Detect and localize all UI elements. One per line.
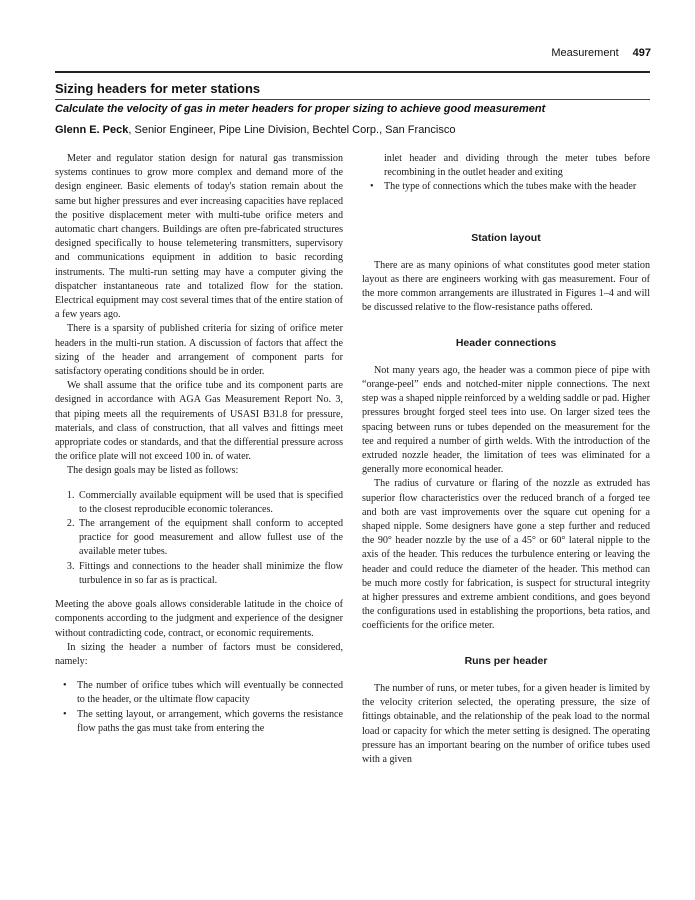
title-rule: [55, 99, 650, 100]
header-rule: [55, 71, 650, 73]
list-item: 3. Fittings and connections to the header shall minimize the flow turbulence in so far as is practical.: [77, 560, 343, 588]
bullet-glyph: •: [63, 708, 67, 720]
list-item-text: The type of connections which the tubes make with the header: [384, 181, 637, 193]
paragraph: There is a sparsity of published criteria for sizing of orifice meter headers in the multi-run station. A discussion of factors that affect the sizing of the header and arrangement of component parts for satisfactory operating conditions should be in order.: [55, 323, 343, 378]
factors-list: [55, 679, 343, 736]
running-head-section: Measurement: [551, 47, 619, 59]
paragraph: Meter and regulator station design for natural gas transmission systems continues to grow more complex and demand more of the design engineer. Basic elements of today's station remain about the same but higher pressures and ever increasing capacities have replaced the positive displacement meter with multi-tube orifice meters and automatic chart changers. Buildings are often pre-fabricated structures designed specifically to house telemetering transmitters, supervisory and communications equipment in addition to basic recording instruments. The multi-run setting may have a computer giving the dispatcher instantaneous rate and totalized flow for the station. Electrical equipment may cost several times that of the entire station of a few years ago.: [55, 153, 343, 321]
paragraph: Not many years ago, the header was a common piece of pipe with “orange-peel” ends and notched-miter nipple connections. The next step was a shaped nipple reinforced by a welding saddle or pad. Higher pressures brought forged steel tees into use. On larger sized tees the spacing between runs or tubes depended on the measurement for the tee and required a number of girth welds. With the introduction of the extruded nozzle header, the limitation of tees was eliminated for a generally more economical header.: [362, 364, 650, 476]
paragraph: We shall assume that the orifice tube and its component parts are designed in accordance with AGA Gas Measurement Report No. 3, that piping meets all the requirements of USASI B31.8 for pressure, materials, and class of construction, that all valves and fittings meet appropriate codes or standards, and that the differential pressure across the orifice plate will not exceed 100 in. of water.: [55, 380, 343, 463]
article-title: Sizing headers for meter stations: [55, 81, 261, 96]
paragraph: In sizing the header a number of factors must be considered, namely:: [55, 641, 343, 667]
list-item-text: The setting layout, or arrangement, which governs the resistance flow paths the gas must take from entering the: [77, 708, 343, 734]
list-item-text: inlet header and dividing through the meter tubes before recombining in the outlet header and exiting: [384, 153, 650, 179]
section-heading-runs-per-header: Runs per header: [464, 654, 548, 667]
list-item: 2. The arrangement of the equipment shall conform to accepted practice for good measurement and allow fullest use of the available meter tubes.: [77, 517, 343, 560]
running-head: [551, 47, 651, 59]
list-item: [63, 679, 343, 707]
list-item: [63, 708, 343, 736]
bullet-glyph: •: [370, 181, 374, 193]
page-number: 497: [632, 47, 651, 59]
left-column: [55, 152, 343, 736]
list-item: 1. Commercially available equipment will be used that is specified to the closest reproducible economic tolerances.: [77, 489, 343, 517]
paragraph: The number of runs, or meter tubes, for a given header is limited by the velocity criterion selected, the operating pressure, the size of fittings obtainable, and the relationship of the peak load to the normal load or capacity for which the meter setting is designed. The operating pressure has an important bearing on the number of orifice tubes used with a given: [362, 682, 650, 765]
list-item: [374, 152, 650, 180]
paragraph: Meeting the above goals allows considerable latitude in the choice of components according to the judgment and experience of the designer without contradicting code, contract, or economic requirements.: [55, 599, 343, 639]
bullet-glyph: •: [63, 680, 67, 692]
article-subtitle: Calculate the velocity of gas in meter headers for proper sizing to achieve good measurement: [55, 103, 546, 115]
list-item-text: The number of orifice tubes which will eventually be connected to the header, or the ultimate flow capacity: [77, 680, 343, 706]
section-heading-station-layout: Station layout: [471, 231, 541, 244]
paragraph: The design goals may be listed as follows:: [67, 465, 239, 477]
design-goals-list: [55, 489, 343, 588]
right-column: [362, 152, 650, 767]
list-item: [370, 180, 650, 194]
paragraph: There are as many opinions of what constitutes good meter station layout as there are engineers working with gas measurement. Four of the more common arrangements are illustrated in Figures 1–4 and will be discussed relative to the flow-resistance paths offered.: [362, 259, 650, 314]
paragraph: The radius of curvature or flaring of the nozzle as extruded has superior flow characteristics over the reduced branch of a forged tee and both are vast improvements over the square cut opening for a shaped nipple. Some designers have gone a step further and reduced the 90° header nozzle by the use of a 45° or 60° lateral nipple to the axis of the header. This reduces the turbulence entering or leaving the header and could reduce the diameter of the header. This method can be much more costly for fabrication, is suspect for structural integrity at higher pressures and extreme ambient conditions, and goes beyond the configurations used in establishing the proportions, beta ratios, and coefficients for the orifice meter.: [362, 478, 650, 632]
byline: [55, 124, 456, 136]
factors-list-continued: [362, 152, 650, 195]
author-affiliation: , Senior Engineer, Pipe Line Division, Bechtel Corp., San Francisco: [128, 124, 456, 136]
section-heading-header-connections: Header connections: [455, 336, 557, 349]
author-name: Glenn E. Peck: [55, 124, 129, 136]
